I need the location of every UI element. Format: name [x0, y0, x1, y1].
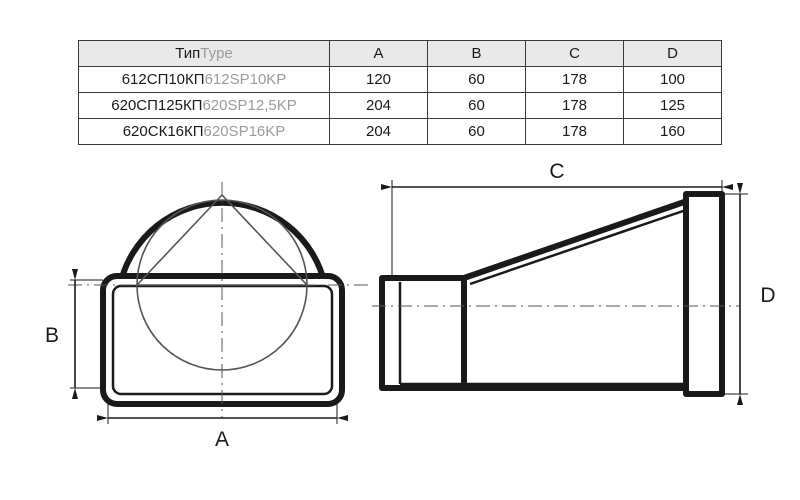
- cell-type: [79, 119, 330, 145]
- cell-type: [79, 93, 330, 119]
- cell-c: 178: [526, 119, 624, 145]
- cell-d: 125: [624, 93, 722, 119]
- side-view: [372, 160, 776, 405]
- dimension-label-d: D: [760, 284, 776, 307]
- side-view-taper-body: [464, 200, 690, 388]
- cell-b: 60: [428, 119, 526, 145]
- front-view: [45, 182, 372, 451]
- cell-type-en: 620SP16KP: [203, 123, 286, 140]
- cell-type-ru: 620СК16КП: [122, 123, 204, 140]
- cell-a: 204: [330, 93, 428, 119]
- header-type: [79, 41, 330, 67]
- technical-drawing: [0, 160, 800, 490]
- header-b: B: [428, 41, 526, 67]
- header-c: C: [526, 41, 624, 67]
- side-view-small-socket: [382, 278, 468, 388]
- cell-type-ru: 612СП10КП: [121, 71, 205, 88]
- cell-a: 120: [330, 67, 428, 93]
- table-row: [79, 67, 722, 93]
- header-a: A: [330, 41, 428, 67]
- table-row: [79, 119, 722, 145]
- cell-b: 60: [428, 67, 526, 93]
- spec-table: [78, 40, 722, 145]
- cell-c: 178: [526, 93, 624, 119]
- dimension-label-a: A: [214, 428, 230, 451]
- cell-type-ru: 620СП125КП: [111, 97, 203, 114]
- header-d: D: [624, 41, 722, 67]
- cell-a: 204: [330, 119, 428, 145]
- header-type-en: Type: [200, 45, 233, 62]
- table-header-row: [79, 41, 722, 67]
- cell-d: 100: [624, 67, 722, 93]
- table-row: [79, 93, 722, 119]
- side-view-large-spigot: [686, 194, 722, 394]
- cell-type: [79, 67, 330, 93]
- cell-b: 60: [428, 93, 526, 119]
- cell-d: 160: [624, 119, 722, 145]
- dimension-label-b: B: [44, 324, 60, 347]
- cell-type-en: 612SP10KP: [204, 71, 287, 88]
- header-type-ru: Тип: [175, 45, 201, 62]
- cell-type-en: 620SP12,5KP: [202, 97, 297, 114]
- dimension-label-c: C: [549, 160, 565, 183]
- cell-c: 178: [526, 67, 624, 93]
